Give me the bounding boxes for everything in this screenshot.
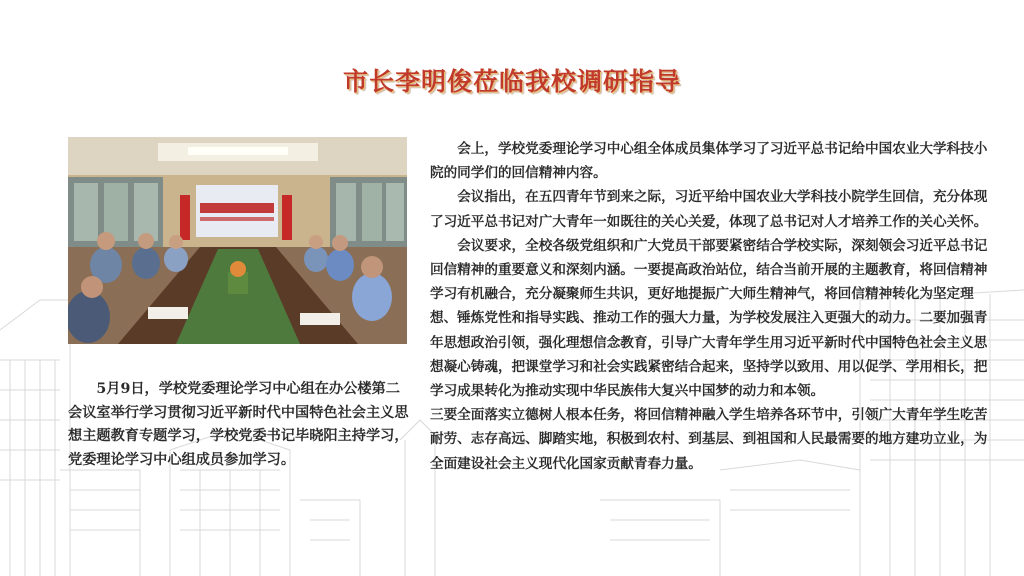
paragraph-4: 三要全面落实立德树人根本任务，将回信精神融入学生培养各环节中，引领广大青年学生吃苦耐劳、志存高远、脚踏实地，积极到农村、到基层、到祖国和人民最需要的地方建功立业，为全面建设社会主义现代化国家贡献青春力量。 xyxy=(430,407,988,472)
photo-caption-text: 5月9日，学校党委理论学习中心组在办公楼第二会议室举行学习贯彻习近平新时代中国特色社会主义思想主题教育专题学习，学校党委书记毕晓阳主持学习，党委理论学习中心组成员参加学习。 xyxy=(68,381,409,468)
paragraph-1: 会上，学校党委理论学习中心组全体成员集体学习了习近平总书记给中国农业大学科技小院的同学们的回信精神内容。 xyxy=(430,141,988,182)
paragraph-2: 会议指出，在五四青年节到来之际，习近平给中国农业大学科技小院学生回信，充分体现了习近平总书记对广大青年一如既往的关心关爱，体现了总书记对人才培养工作的关心关怀。 xyxy=(430,189,988,230)
meeting-photo xyxy=(68,137,407,344)
article-body xyxy=(430,137,990,476)
paragraph-3: 会议要求，全校各级党组织和广大党员干部要紧密结合学校实际，深刻领会习近平总书记回信精神的重要意义和深刻内涵。一要提高政治站位，结合当前开展的主题教育，将回信精神学习有机融合，充分凝聚师生共识，更好地提振广大师生精神气，将回信精神转化为坚定理想、锤炼党性和指导实践、推动工作的强大力量，为学校发展注入更强大的动力。二要加强青年思想政治引领，强化理想信念教育，引导广大青年学生用习近平新时代中国特色社会主义思想凝心铸魂，把课堂学习和社会实践紧密结合起来，坚持学以致用、用以促学、学用相长，把学习成果转化为推动实现中华民族伟大复兴中国梦的动力和本领。 xyxy=(430,237,988,400)
page-title: 市长李明俊莅临我校调研指导 xyxy=(342,67,681,96)
photo-caption xyxy=(68,378,410,472)
